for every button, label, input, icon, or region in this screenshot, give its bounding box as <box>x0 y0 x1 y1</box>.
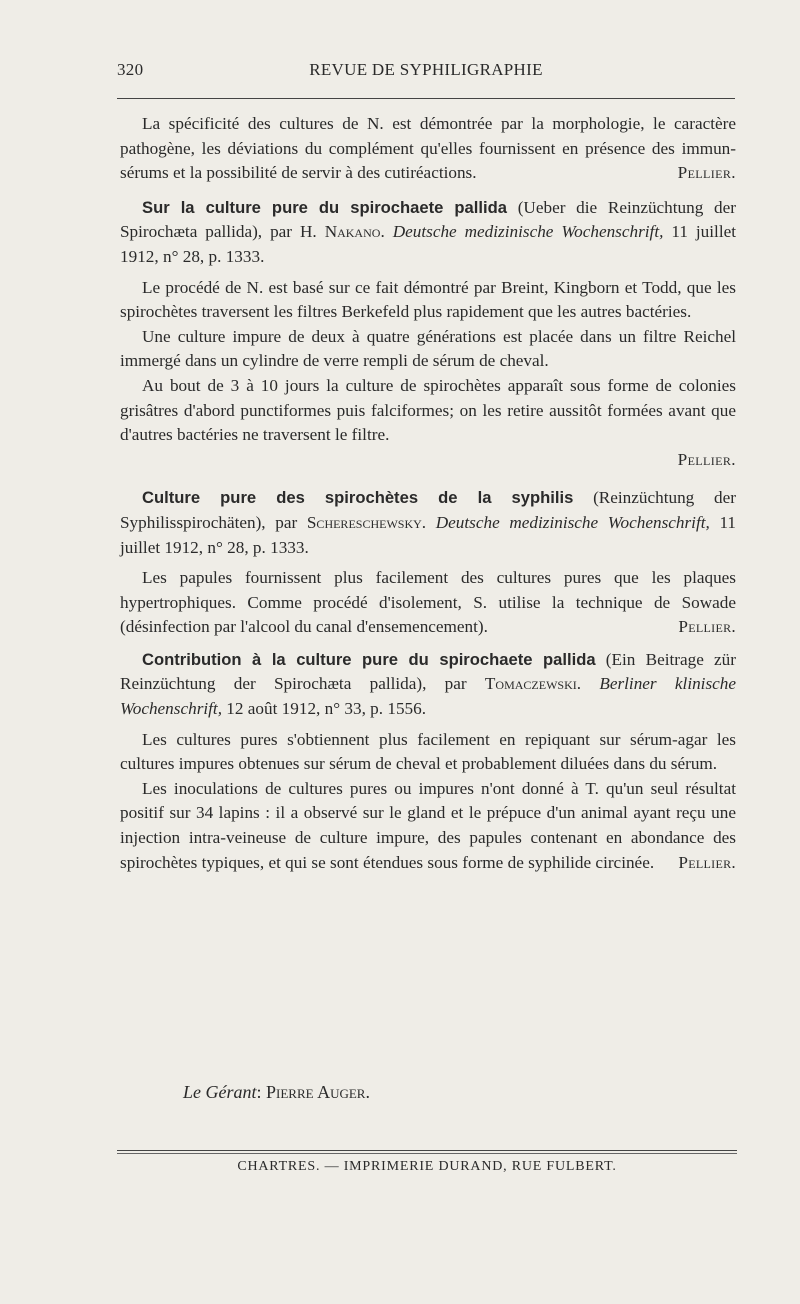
signature: Pellier. <box>677 449 736 469</box>
gerant-name: Pierre Auger. <box>266 1082 370 1102</box>
gerant-line <box>183 1082 370 1103</box>
article-title: Sur la culture pure du spirochaete pallida <box>142 197 507 217</box>
citation-details: 11 juillet 1912, n° 28, p. 1333. <box>120 512 737 557</box>
paragraph-with-signature <box>120 566 736 640</box>
citation-separator: . <box>380 222 393 242</box>
running-head <box>117 60 735 86</box>
header-rule <box>117 98 735 99</box>
article-tomaczewski <box>120 648 736 875</box>
paragraph: Les cultures pures s'obtiennent plus facilement en repiquant sur sérum-agar les cultures impures obtenues sur sérum de cheval et probablement diluées dans du sérum. <box>120 729 736 774</box>
article-nakano <box>120 196 736 473</box>
footer-rule <box>117 1150 737 1151</box>
article-schereschewsky <box>120 486 736 640</box>
citation-journal: Deutsche medizinische Wochenschrift, <box>392 222 664 242</box>
article-heading <box>120 196 736 270</box>
citation-text: (Reinzüchtung der Syphilisspirochäten), par <box>120 488 736 532</box>
paragraph: La spécificité des cultures de N. est démontrée par la morphologie, le caractère pathogène, les déviations du complément qu'elles fournissent en présence des immun-sérums et la possibilité de servir à des cutiréactions. <box>120 114 736 183</box>
page-number: 320 <box>117 60 144 79</box>
signature: Pellier. <box>678 617 736 637</box>
citation-journal: Berliner klinische Wochenschrift, <box>120 674 736 719</box>
citation-journal: Deutsche medizinische Wochenschrift, <box>435 512 710 532</box>
paragraph-text: Les papules fournissent plus facilement des cultures pures que les plaques hypertrophiques. Comme procédé d'isolement, S. utilise la technique de Sowade (désinfection par l'alcool du canal d'ensemencement). <box>120 568 736 637</box>
citation-author: Nakano <box>324 222 381 242</box>
gerant-colon: : <box>256 1082 267 1102</box>
article-continuation <box>120 112 736 186</box>
paragraph: Au bout de 3 à 10 jours la culture de spirochètes apparaît sous forme de colonies grisâtres d'abord punctiformes puis falciformes; on les retire aussitôt formées avant que d'autres bactéries ne traversent le filtre. <box>120 375 736 445</box>
citation-author: Schereschewsky <box>306 512 422 532</box>
printer-imprint: CHARTRES. — IMPRIMERIE DURAND, RUE FULBERT. <box>237 1159 617 1174</box>
article-title: Contribution à la culture pure du spirochaete pallida <box>142 649 596 669</box>
paragraph: Le procédé de N. est basé sur ce fait démontré par Breint, Kingborn et Todd, que les spirochètes traversent les filtres Berkefeld plus rapidement que les autres bactéries. <box>120 277 736 322</box>
citation-details: 12 août 1912, n° 33, p. 1556. <box>222 699 427 719</box>
citation-separator: . <box>421 512 436 532</box>
citation-separator: . <box>576 674 600 694</box>
article-heading <box>120 486 736 560</box>
page-body <box>120 112 736 875</box>
paragraph: Une culture impure de deux à quatre générations est placée dans un filtre Reichel immergé dans un cylindre de verre rempli de sérum de cheval. <box>120 326 736 371</box>
journal-title: REVUE DE SYPHILIGRAPHIE <box>309 60 543 79</box>
paragraph-text: Les inoculations de cultures pures ou impures n'ont donné à T. qu'un seul résultat positif sur 34 lapins : il a observé sur le gland et le prépuce d'un animal ayant reçu une injection intra-veineuse de culture impure, des papules contenant en abondance des spirochètes typiques, et qui se sont étendues sous forme de syphilide circinée. <box>120 778 736 872</box>
citation-details: 11 juillet 1912, n° 28, p. 1333. <box>120 222 737 266</box>
article-title: Culture pure des spirochètes de la syphilis <box>142 488 574 508</box>
signature: Pellier. <box>678 852 736 872</box>
citation-text: (Ueber die Reinzüchtung der Spirochæta pallida), par H. <box>120 197 736 242</box>
signature: Pellier. <box>677 163 736 183</box>
footer-rule <box>117 1153 737 1154</box>
paragraph-with-signature <box>120 777 736 875</box>
article-heading <box>120 648 736 722</box>
gerant-label: Le Gérant <box>183 1082 257 1102</box>
citation-text: (Ein Beitrage zür Reinzüchtung der Spirochæta pallida), par <box>120 649 736 694</box>
citation-author: Tomaczewski <box>484 674 577 694</box>
